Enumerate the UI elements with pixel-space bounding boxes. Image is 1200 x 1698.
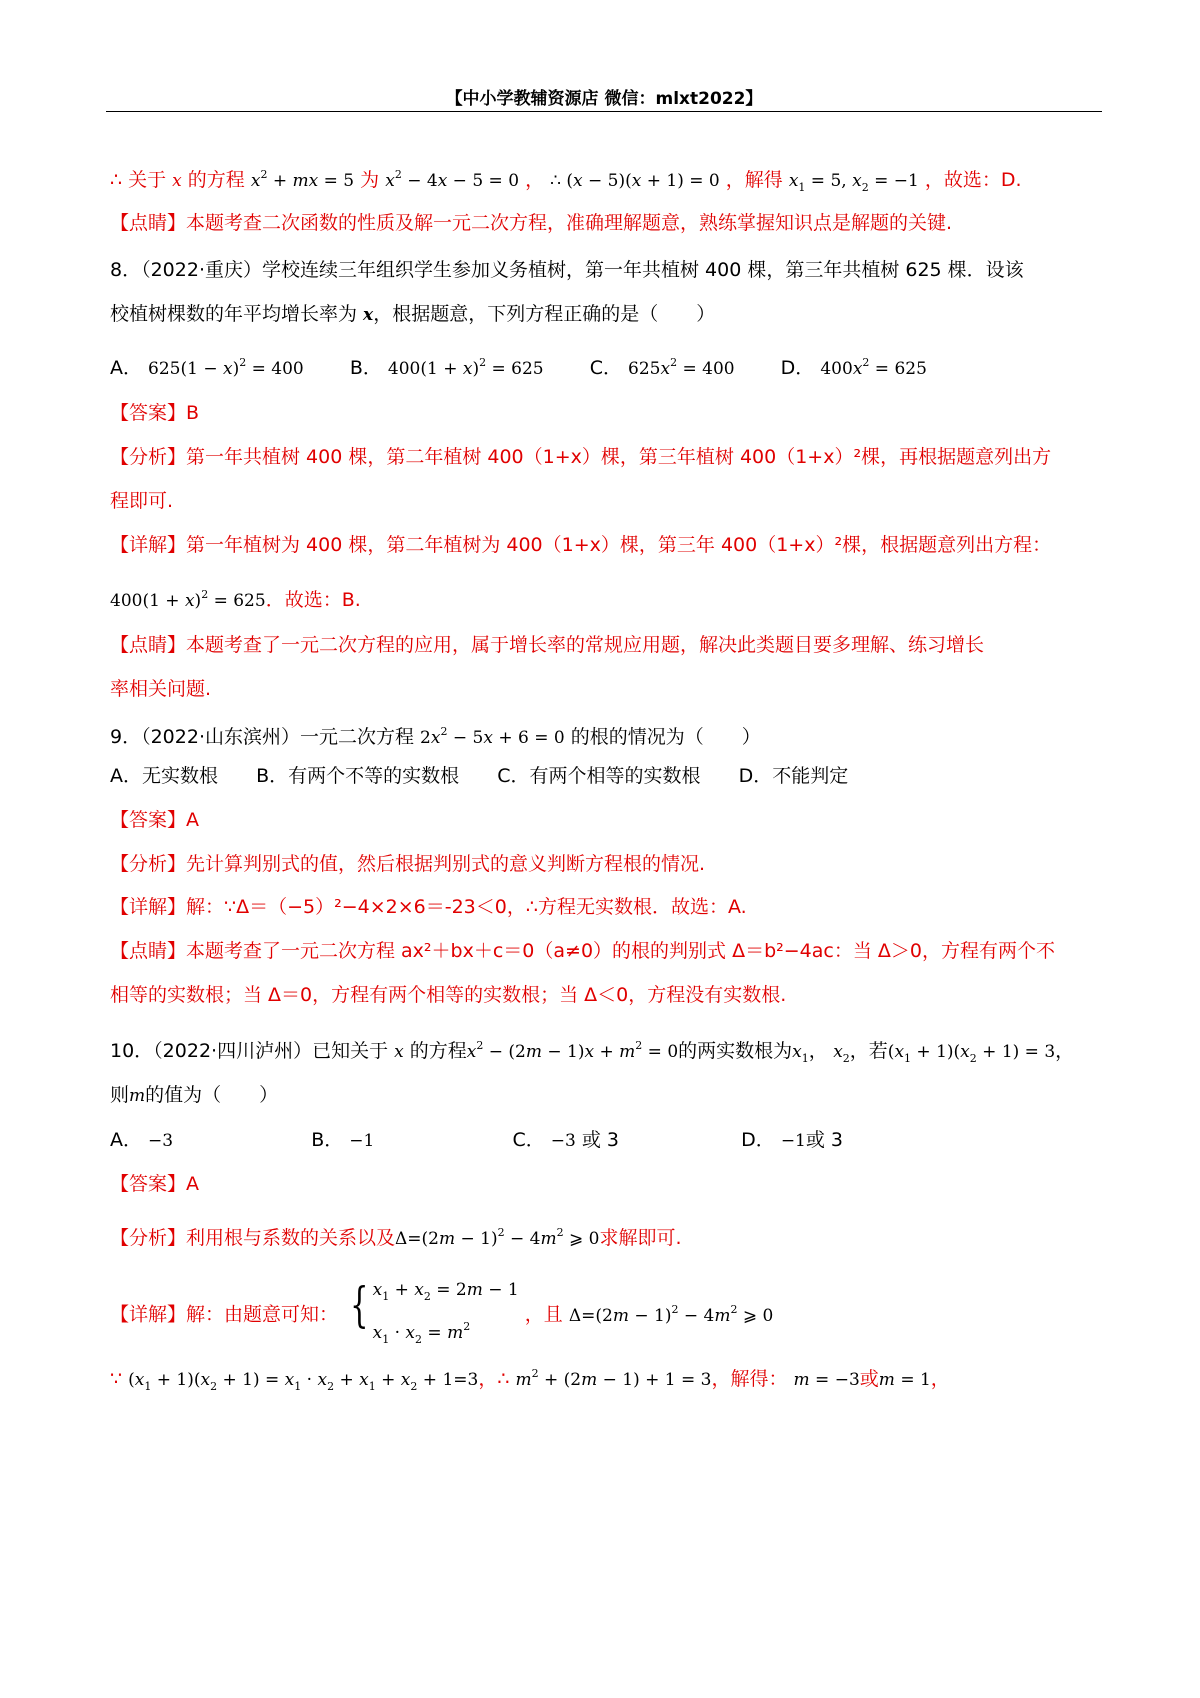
text: ，∴ — [478, 1368, 510, 1390]
analysis-q8-line1: 【分析】第一年共植树 400 棵，第二年植树 400（1+x）棵，第三年植树 400（1+x）²棵，再根据题意列出方 — [110, 446, 1052, 468]
option-d-label: D． — [741, 1129, 775, 1151]
math-expr: $(x_1 + 1)(x_2 + 1) = 3$ — [887, 1042, 1056, 1065]
math-expr: $x_1$ — [792, 1042, 809, 1065]
note-q8-line2: 率相关问题. — [110, 678, 212, 700]
header-rule — [106, 111, 1102, 112]
text: 10．（2022·四川泸州）已知关于 — [110, 1040, 389, 1062]
option-b-expr: $400(1 + x)^2 = 625$ — [387, 356, 544, 379]
text: ，且 — [524, 1303, 563, 1326]
option-b: B．有两个不等的实数根 — [256, 765, 460, 787]
option-b-label: B． — [349, 357, 382, 379]
math-expr: $x_2$ — [833, 1042, 850, 1065]
text: ，故选：D. — [924, 169, 1022, 191]
text: 校植树棵数的年平均增长率为 — [110, 303, 364, 325]
analysis-q10 — [110, 1221, 682, 1251]
answer-q10: 【答案】A — [110, 1173, 199, 1195]
text: 或 3 — [581, 1129, 620, 1151]
text: ，若 — [849, 1040, 888, 1062]
text: ∵ — [110, 1368, 123, 1390]
note-q9-line1: 【点睛】本题考查了一元二次方程 ax²＋bx＋c＝0（a≠0）的根的判别式 Δ＝b²−4ac：当 Δ＞0，方程有两个不 — [110, 940, 1055, 962]
text: 或 — [859, 1368, 879, 1390]
option-b-label: B． — [311, 1129, 344, 1151]
solution-line-q7 — [110, 163, 1022, 200]
option-c-label: C． — [512, 1129, 545, 1151]
option-c-expr: −3 — [550, 1131, 576, 1151]
question-8-line2 — [110, 302, 715, 327]
text: 的根的情况为（ ） — [570, 726, 761, 748]
text: 则 — [110, 1084, 130, 1106]
option-a-expr: −3 — [148, 1131, 174, 1151]
detail-q10-line1 — [110, 1275, 773, 1355]
question-9-options — [110, 764, 848, 788]
detail-q8-line2 — [110, 583, 361, 613]
question-9-line1 — [110, 720, 761, 750]
math-expr: $x^2 - (2m - 1)x + m^2 = 0$ — [466, 1039, 679, 1062]
note-q7: 【点睛】本题考查二次函数的性质及解一元二次方程，准确理解题意，熟练掌握知识点是解题的关键. — [110, 212, 953, 234]
option-d-label: D． — [780, 357, 815, 379]
page-header: 【中小学教辅资源店 微信：mlxt2022】 — [445, 89, 763, 109]
math-expr: ∴ (x − 5)(x + 1) = 0 — [550, 171, 720, 191]
math-expr: $x^2 - 4x - 5 = 0$ — [385, 168, 520, 191]
math-expr: m = −3 — [793, 1370, 860, 1390]
question-8-options — [110, 351, 927, 381]
analysis-q8-line2: 程即可. — [110, 490, 174, 512]
math-expr: m = 1 — [878, 1370, 931, 1390]
text: 【详解】解：由题意可知： — [110, 1303, 339, 1326]
text: ．故选：B. — [265, 589, 361, 611]
text: ∴ 关于 — [110, 169, 173, 191]
note-q9-line2: 相等的实数根；当 Δ＝0，方程有两个相等的实数根；当 Δ＜0，方程没有实数根. — [110, 984, 787, 1006]
text: 【分析】利用根与系数的关系以及 — [110, 1227, 396, 1249]
text: 9．（2022·山东滨州）一元二次方程 — [110, 726, 414, 748]
text: ，解得 — [725, 169, 783, 191]
var-x: x — [172, 171, 182, 191]
text: ，解得： — [711, 1368, 788, 1390]
option-a-expr: $625(1 - x)^2 = 400$ — [148, 356, 304, 379]
option-b-expr: −1 — [349, 1131, 375, 1151]
equation-system: { $x_1 + x_2 = 2m - 1$ $x_1 \cdot x_2 = m^2$ — [350, 1277, 519, 1346]
question-10-options — [110, 1128, 843, 1153]
option-d-expr: $400x^2 = 625$ — [820, 356, 927, 379]
text: 的方程 — [181, 169, 245, 191]
text: 为 — [360, 169, 380, 191]
question-10-line2 — [110, 1083, 278, 1108]
option-c-expr: $625x^2 = 400$ — [628, 356, 735, 379]
var-x: x — [363, 305, 374, 325]
math-expr: $\Delta=(2m - 1)^2 - 4m^2$ ⩾ 0 — [568, 1302, 774, 1326]
text: ，根据题意，下列方程正确的是（ ） — [373, 303, 716, 325]
option-a-label: A． — [110, 357, 142, 379]
option-c-label: C． — [589, 357, 622, 379]
math-expr: $m^2 + (2m - 1) + 1 = 3$ — [515, 1367, 712, 1390]
math-expr: $x^2$ + mx = 5 — [250, 168, 355, 191]
text: 的值为（ ） — [145, 1084, 279, 1106]
text: 的两实数根为 — [678, 1040, 793, 1062]
answer-q9: 【答案】A — [110, 809, 199, 831]
var-x: x — [394, 1042, 404, 1062]
detail-q10-line2 — [110, 1362, 950, 1399]
option-d: D．不能判定 — [738, 765, 849, 787]
detail-q9: 【详解】解：∵Δ＝（−5）²−4×2×6＝-23＜0，∴方程无实数根．故选：A. — [110, 896, 747, 918]
math-expr: $x_1 = 5$, $x_2 = -1$ — [788, 171, 919, 194]
text: ， — [525, 169, 545, 191]
math-expr: $\Delta=(2m - 1)^2 - 4m^2$ ⩾ 0 — [395, 1226, 600, 1249]
var-m: m — [129, 1086, 146, 1106]
detail-q8-line1: 【详解】第一年植树为 400 棵，第二年植树为 400（1+x）棵，第三年 400（1+x）²棵，根据题意列出方程： — [110, 534, 1052, 556]
option-c: C．有两个相等的实数根 — [497, 765, 701, 787]
math-expr: $2x^2 - 5x + 6 = 0$ — [420, 725, 565, 748]
note-q8-line1: 【点睛】本题考查了一元二次方程的应用，属于增长率的常规应用题，解决此类题目要多理解、练习增长 — [110, 634, 985, 656]
math-expr: $(x_1 + 1)(x_2 + 1) = x_1 \cdot x_2 + x_1 + x_2 + 1=3$ — [128, 1370, 479, 1393]
text: 求解即可. — [599, 1227, 682, 1249]
option-d-expr: −1 — [780, 1131, 806, 1151]
option-a-label: A． — [110, 1129, 142, 1151]
question-10-line1: 10．（2022·四川泸州）已知关于 x 的方程$x^2 - (2m - 1)x + m^2 = 0$的两实数根为$x_1$， $x_2$，若$(x_1 + 1)(x_2 + 1) = 3$， — [110, 1039, 1075, 1065]
analysis-q9: 【分析】先计算判别式的值，然后根据判别式的意义判断方程根的情况. — [110, 853, 706, 875]
text: ， — [930, 1368, 950, 1390]
option-a: A．无实数根 — [110, 765, 218, 787]
math-expr: $400(1 + x)^2 = 625$ — [110, 588, 266, 611]
question-8-line1: 8．（2022·重庆）学校连续三年组织学生参加义务植树，第一年共植树 400 棵，第三年共植树 625 棵．设该 — [110, 259, 1024, 281]
text: 的方程 — [409, 1040, 467, 1062]
answer-q8: 【答案】B — [110, 402, 200, 424]
text: 或 3 — [805, 1129, 844, 1151]
